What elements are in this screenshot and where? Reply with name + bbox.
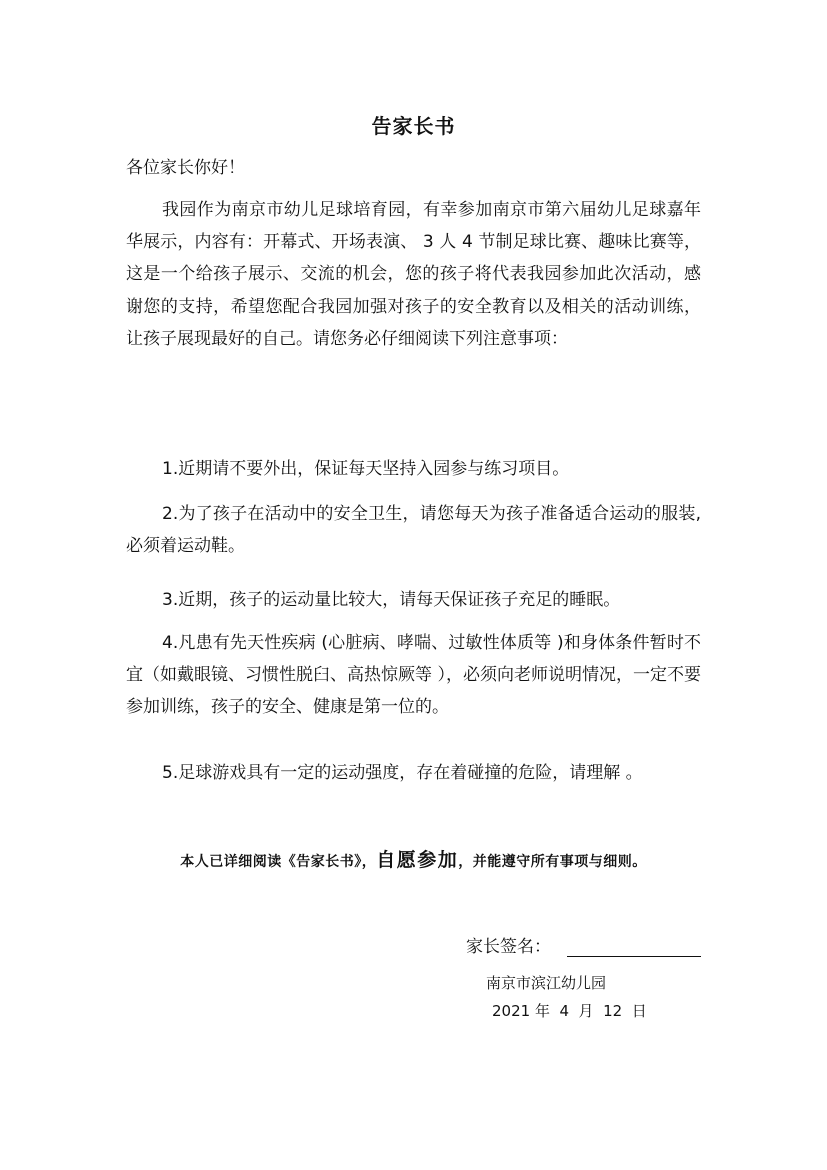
signature-block — [466, 932, 701, 957]
school-name: 南京市滨江幼儿园 — [486, 974, 607, 992]
letter-date: 2021 年 4 月 12 日 — [492, 1002, 647, 1020]
notice-item: 4.凡患有先天性疾病 (心脏病、哮喘、过敏性体质等 )和身体条件暂时不宜（如戴眼镜、习惯性脱臼、高热惊厥等 ），必须向老师说明情况，一定不要参加训练，孩子的安全、健康是第一位的。 — [126, 633, 701, 718]
signature-line[interactable] — [567, 934, 701, 957]
signature-label: 家长签名： — [466, 937, 551, 957]
notice-item: 5.足球游戏具有一定的运动强度，存在着碰撞的危险，请理解 。 — [162, 763, 643, 783]
letter-body: 我园作为南京市幼儿足球培育园，有幸参加南京市第六届幼儿足球嘉年华展示，内容有：开幕式、开场表演、 3 人 4 节制足球比赛、趣味比赛等，这是一个给孩子展示、交流的机会，您的孩子将代表我园参加此次活动，感谢您的支持，希望您配合我园加强对孩子的安全教育以及相关的活动训练，让孩子展现最好的自己。请您务必仔细阅读下列注意事项： — [126, 200, 701, 349]
notice-item: 2.为了孩子在活动中的安全卫生，请您每天为孩子准备适合运动的服装,必须着运动鞋。 — [126, 504, 701, 557]
notice-item: 3.近期，孩子的运动量比较大，请每天保证孩子充足的睡眠。 — [162, 590, 621, 610]
declaration-text-before: 本人已详细阅读《告家长书》， — [180, 854, 377, 870]
declaration-emphasis: 自愿参加 — [376, 849, 459, 871]
greeting: 各位家长你好！ — [126, 158, 245, 178]
letter-title: 告家长书 — [371, 114, 456, 138]
notice-item: 1.近期请不要外出，保证每天坚持入园参与练习项目。 — [162, 459, 570, 479]
declaration — [126, 845, 701, 872]
declaration-text-after: ，并能遵守所有事项与细则。 — [458, 854, 647, 870]
